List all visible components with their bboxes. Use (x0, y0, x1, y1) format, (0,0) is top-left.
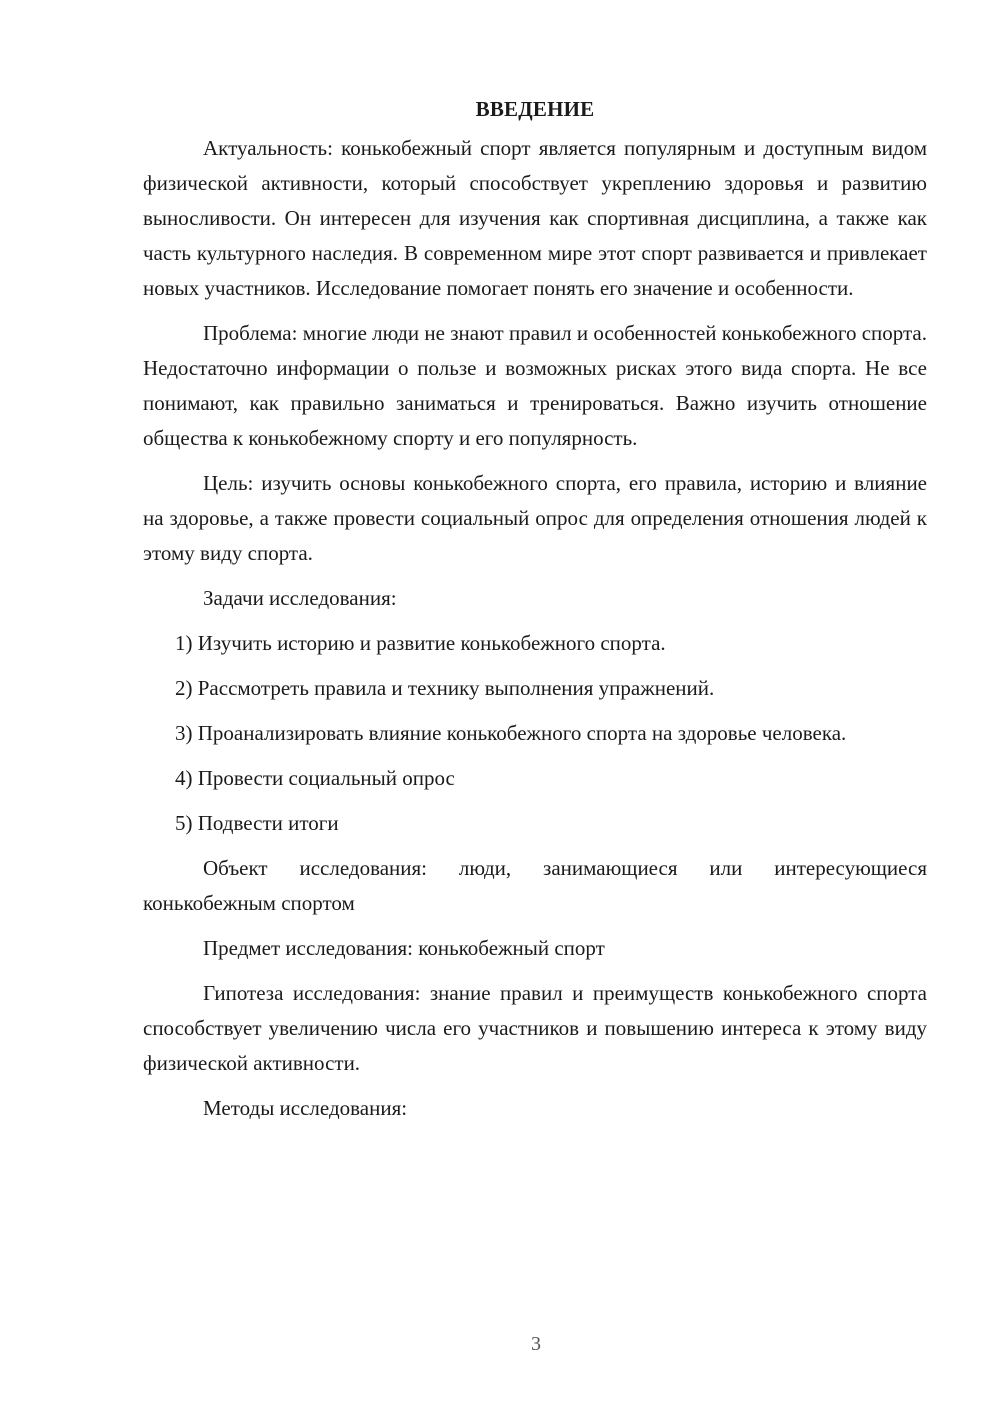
page-content (143, 92, 927, 1136)
paragraph-relevance: Актуальность: конькобежный спорт является популярным и доступным видом физической активности, который способствует укреплению здоровья и развитию выносливости. Он интересен для изучения как спортивная дисциплина, а также как часть культурного наследия. В современном мире этот спорт развивается и привлекает новых участников. Исследование помогает понять его значение и особенности. (143, 136, 927, 300)
task-item-1: 1) Изучить историю и развитие конькобежного спорта. (175, 631, 666, 655)
task-item-4: 4) Провести социальный опрос (175, 766, 455, 790)
paragraph-methods: Методы исследования: (203, 1096, 408, 1120)
paragraph-hypothesis: Гипотеза исследования: знание правил и преимуществ конькобежного спорта способствует увеличению числа его участников и повышению интереса к этому виду физической активности. (143, 981, 927, 1075)
task-item-2: 2) Рассмотреть правила и технику выполнения упражнений. (175, 676, 715, 700)
paragraph-tasks-heading: Задачи исследования: (203, 586, 397, 610)
paragraph-goal: Цель: изучить основы конькобежного спорта, его правила, историю и влияние на здоровье, а также провести социальный опрос для определения отношения людей к этому виду спорта. (143, 471, 927, 565)
paragraph-object: Объект исследования: люди, занимающиеся или интересующиеся конькобежным спортом (143, 856, 927, 915)
section-title: ВВЕДЕНИЕ (475, 97, 595, 121)
task-item-5: 5) Подвести итоги (175, 811, 339, 835)
task-item-3: 3) Проанализировать влияние конькобежного спорта на здоровье человека. (175, 721, 847, 745)
paragraph-subject: Предмет исследования: конькобежный спорт (203, 936, 605, 960)
page-number: 3 (531, 1333, 541, 1355)
paragraph-problem: Проблема: многие люди не знают правил и особенностей конькобежного спорта. Недостаточно информации о пользе и возможных рисках этого вида спорта. Не все понимают, как правильно заниматься и тренироваться. Важно изучить отношение общества к конькобежному спорту и его популярность. (143, 321, 927, 450)
